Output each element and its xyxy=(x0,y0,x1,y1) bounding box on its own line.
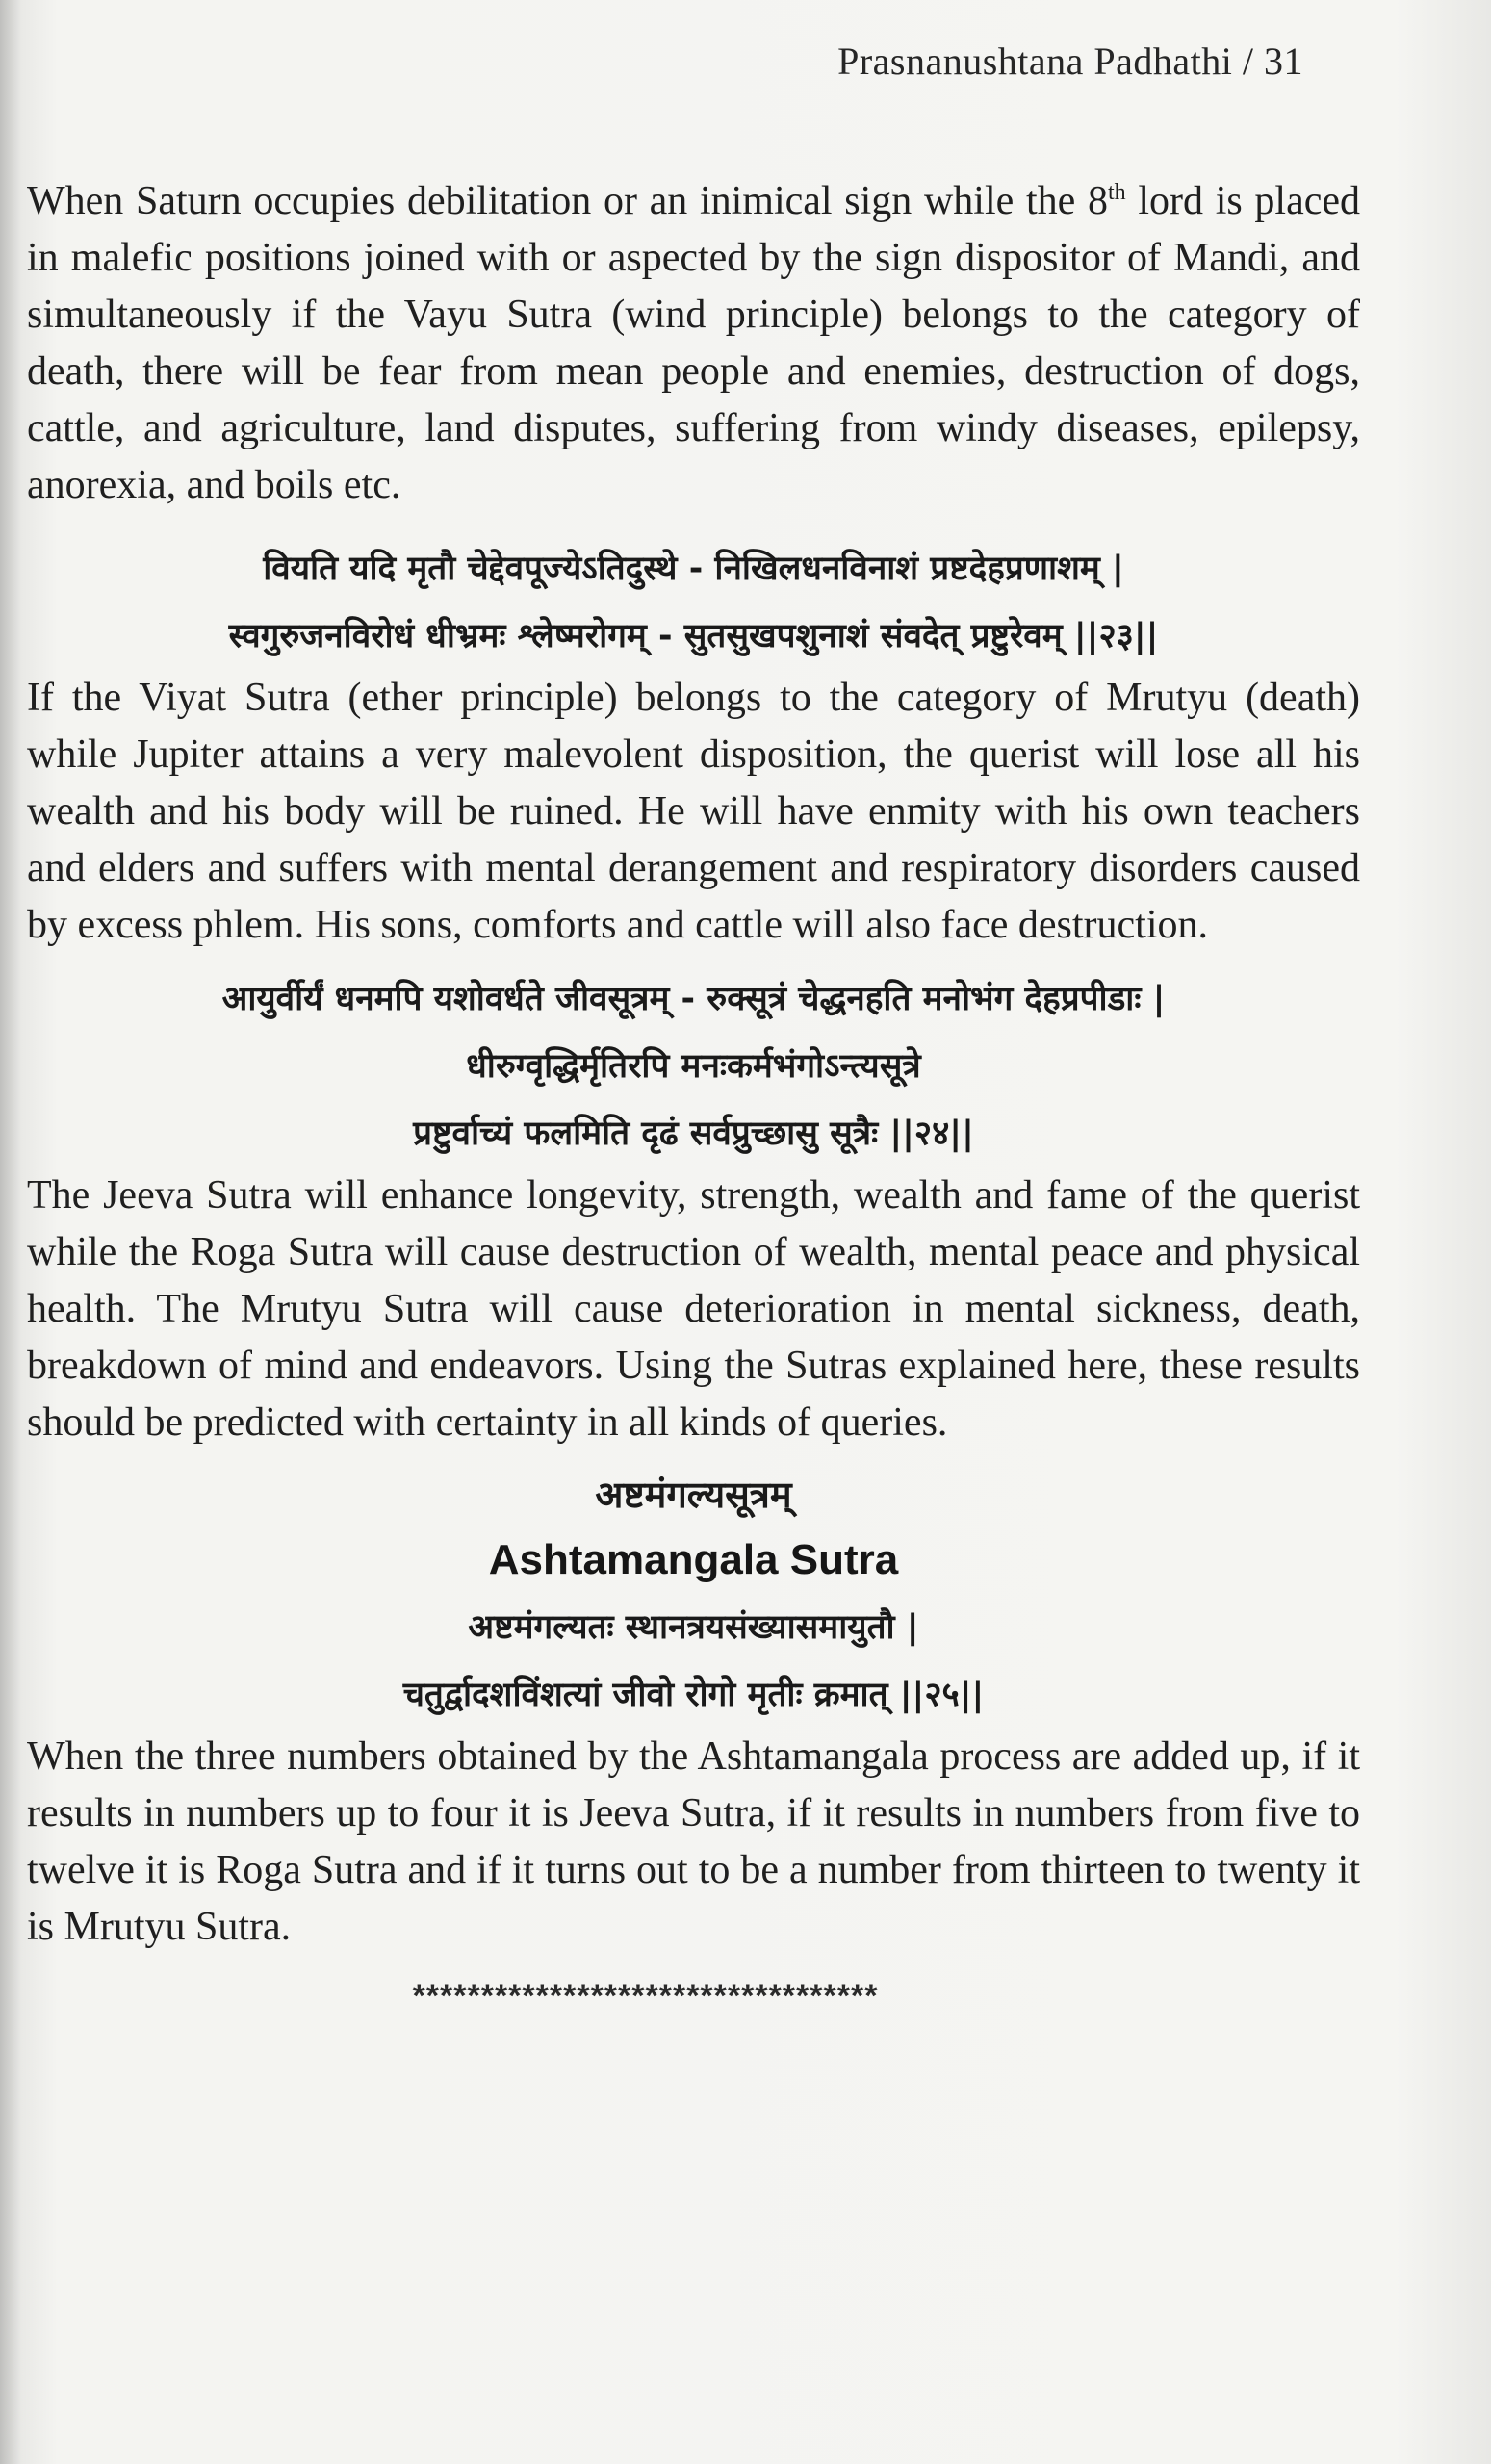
paragraph-saturn xyxy=(27,173,1360,514)
paragraph-ashtamangala: When the three numbers obtained by the Ashtamangala process are added up, if it results in numbers up to four it is Jeeva Sutra, if it results in numbers from five to twelve it is Roga Sutra and if it turns out to be a number from thirteen to twenty it is Mrutyu Sutra. xyxy=(27,1734,1360,1949)
verse-23-line-1: वियति यदि मृतौ चेद्देवपूज्येऽतिदुस्थे - निखिलधनविनाशं प्रष्टदेहप्रणाशम् | xyxy=(263,550,1124,588)
verse-23 xyxy=(27,535,1360,670)
page-content xyxy=(27,173,1360,2025)
verse-25-line-1: अष्टमंगल्यतः स्थानत्रयसंख्यासमायुतौ | xyxy=(468,1608,919,1647)
ordinal-superscript: th xyxy=(1107,180,1126,205)
verse-25-line-2: चतुर्द्वादशविंशत्यां जीवो रोगो मृतीः क्रमात् ||२५|| xyxy=(402,1676,985,1714)
verse-23-line-2: स्वगुरुजनविरोधं धीभ्रमः श्लेष्मरोगम् - सुतसुखपशुनाशं संवदेत् प्रष्टुरेवम् ||२३|| xyxy=(228,617,1159,655)
verse-24 xyxy=(27,965,1360,1168)
paragraph-saturn-part2: lord is placed in malefic positions joined with or aspected by the sign dispositor of Mandi, and simultaneously if the Vayu Sutra (wind principle) belongs to the category of death, there will be fear from mean people and enemies, destruction of dogs, cattle, and agriculture, land disputes, suffering from windy diseases, epilepsy, anorexia, and boils etc. xyxy=(27,179,1360,507)
section-heading-english: Ashtamangala Sutra xyxy=(488,1536,899,1583)
paragraph-jeeva-sutra: The Jeeva Sutra will enhance longevity, strength, wealth and fame of the querist while the Roga Sutra will cause destruction of wealth, mental peace and physical health. The Mrutyu Sutra will cause deterioration in mental sickness, death, breakdown of mind and endeavors. Using the Sutras explained here, these results should be predicted with certainty in all kinds of queries. xyxy=(27,1173,1360,1445)
verse-24-line-1: आयुर्वीर्यं धनमपि यशोवर्धते जीवसूत्रम् - रुक्सूत्रं चेद्धनहति मनोभंग देहप्रपीडाः | xyxy=(221,980,1166,1018)
section-separator: ********************************** xyxy=(412,1978,879,2015)
paragraph-saturn-part1: When Saturn occupies debilitation or an inimical sign while the 8 xyxy=(27,179,1108,223)
paragraph-viyat-sutra: If the Viyat Sutra (ether principle) belongs to the category of Mrutyu (death) while Jupiter attains a very malevolent disposition, the querist will lose all his wealth and his body will be ruined. He will have enmity with his own teachers and elders and suffers with mental derangement and respiratory disorders caused by excess phlem. His sons, comforts and cattle will also face destruction. xyxy=(27,676,1360,947)
verse-24-line-3: प्रष्टुर्वाच्यं फलमिति दृढं सर्वप्रुच्छासु सूत्रैः ||२४|| xyxy=(413,1115,974,1153)
verse-24-line-2: धीरुग्वृद्धिर्मृतिरपि मनःकर्मभंगोऽन्त्यसूत्रे xyxy=(466,1047,921,1086)
verse-25 xyxy=(27,1594,1360,1729)
section-heading-devanagari: अष्टमंगल्यसूत्रम् xyxy=(595,1474,792,1516)
running-header: Prasnanushtana Padhathi / 31 xyxy=(837,39,1303,83)
